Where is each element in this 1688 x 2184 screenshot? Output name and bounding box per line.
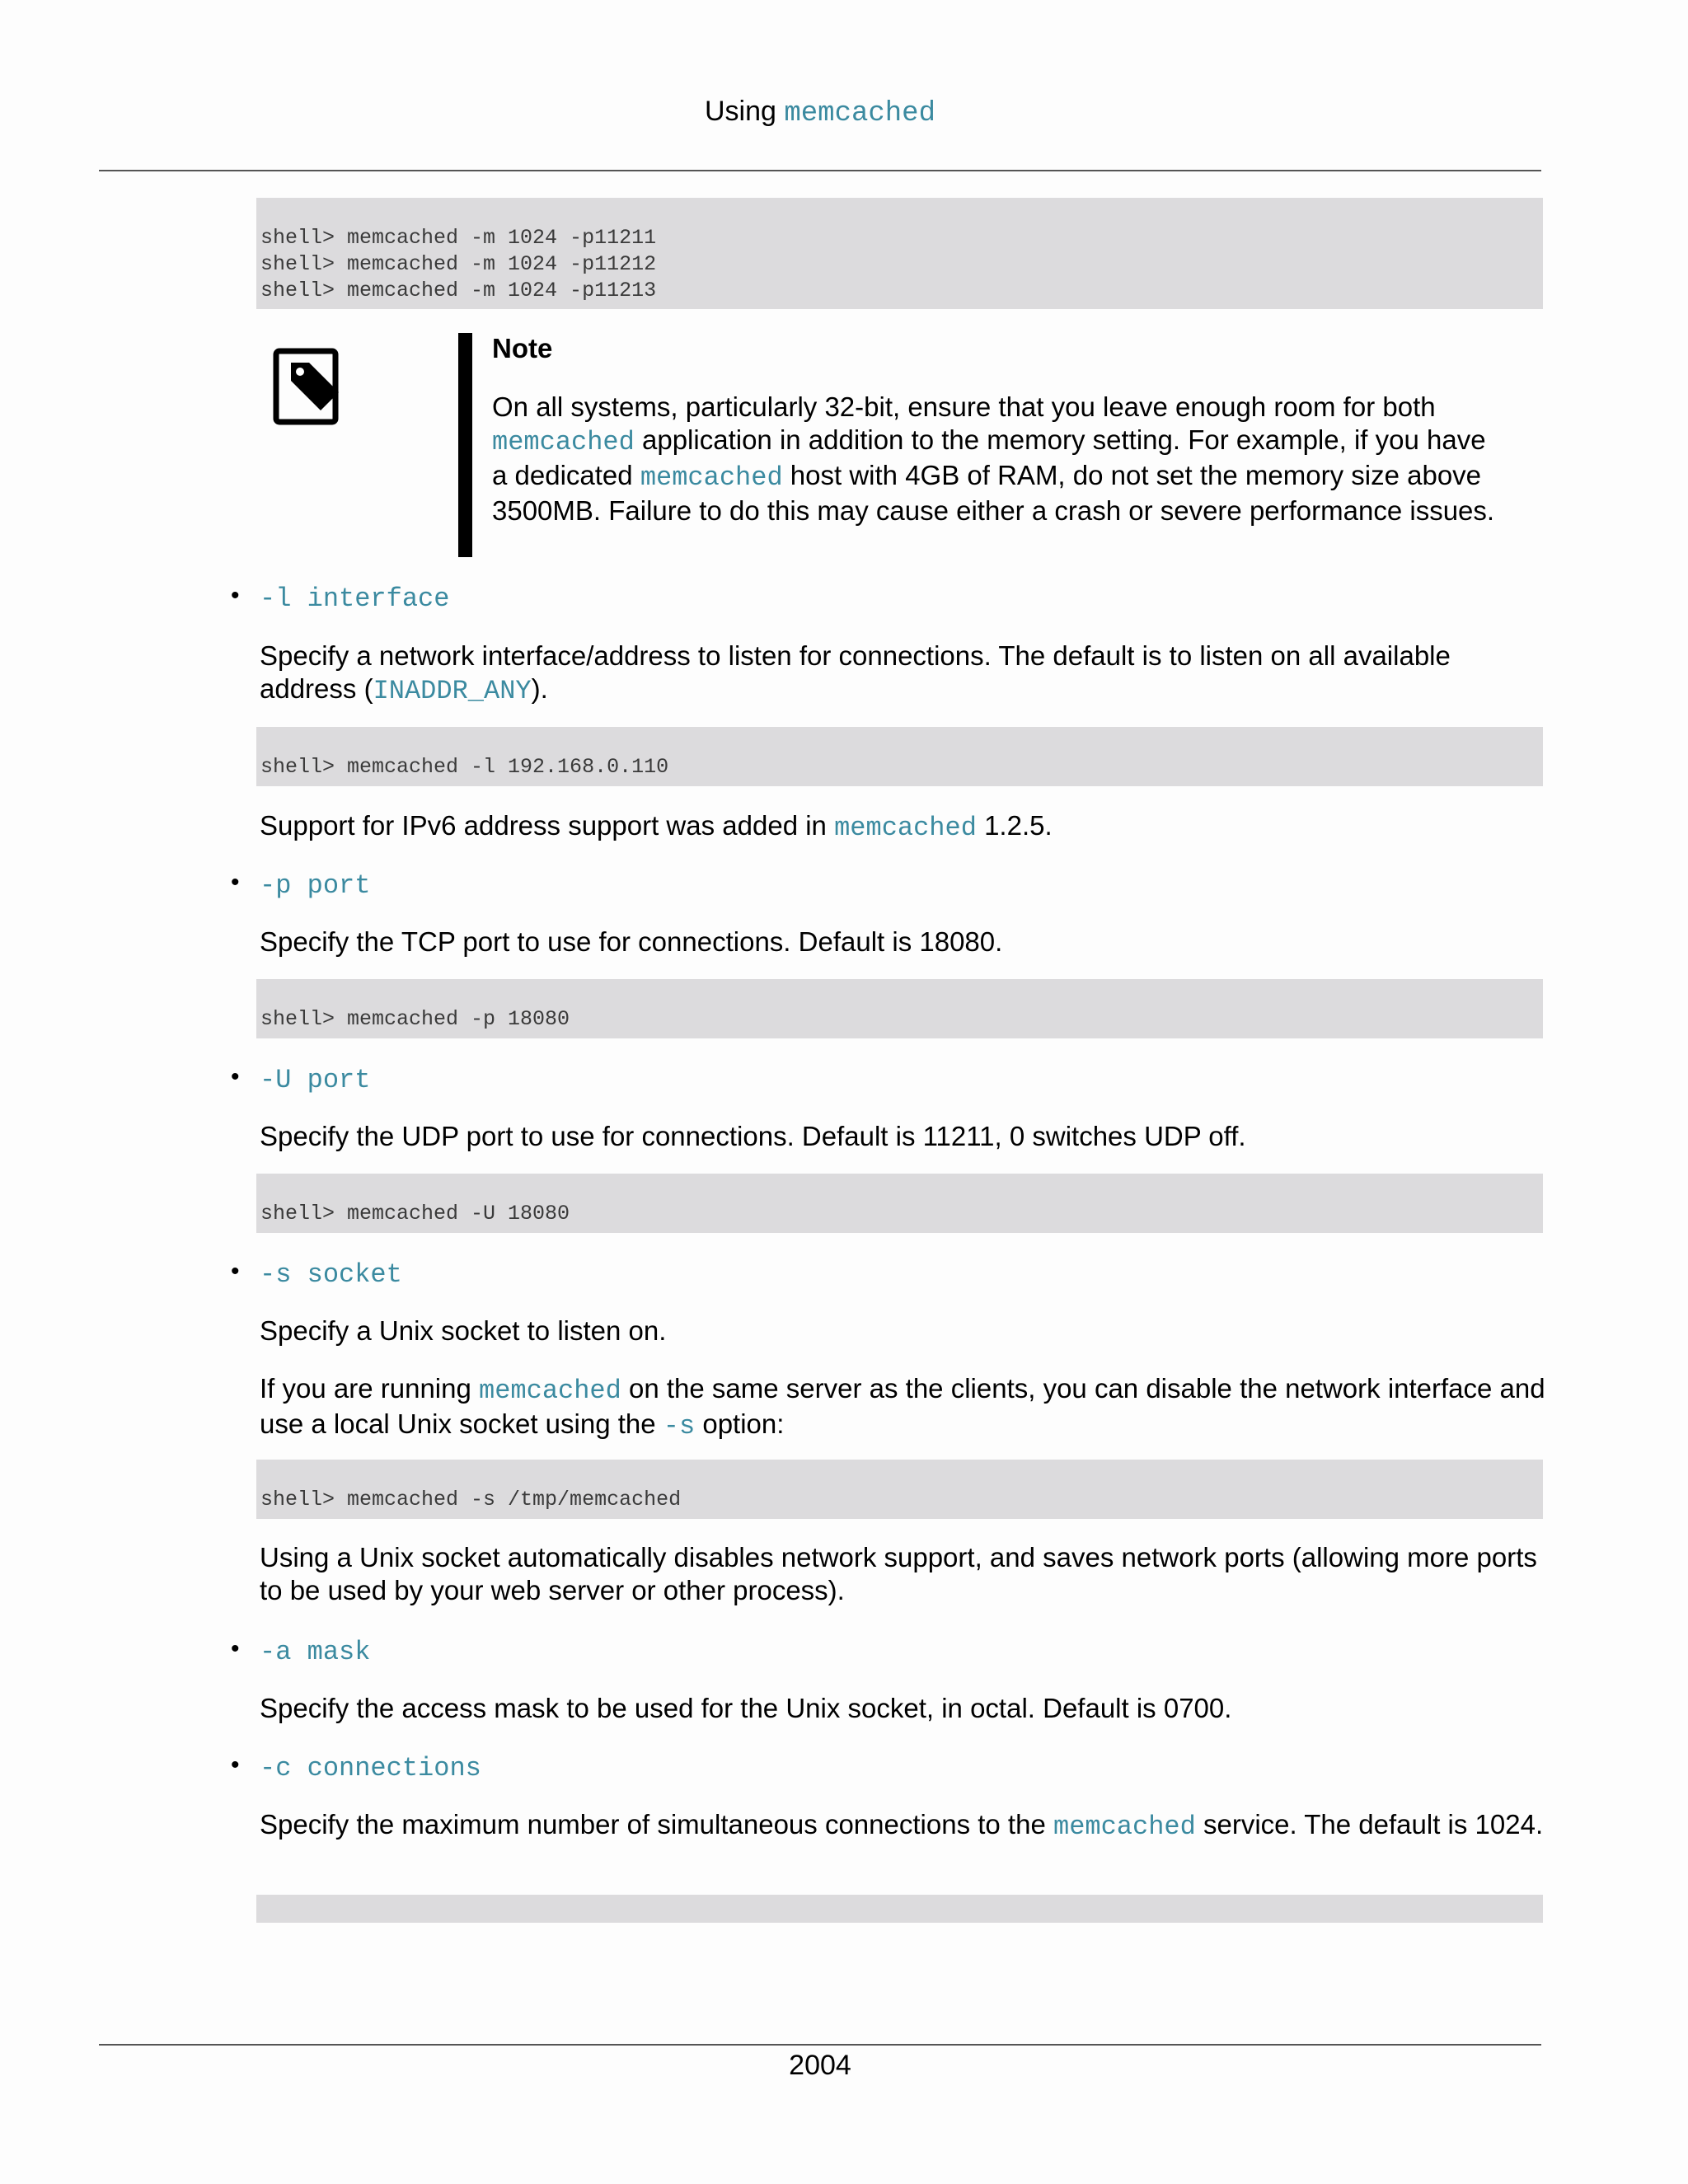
note-tag-icon bbox=[273, 348, 345, 427]
inline-code: memcached bbox=[1053, 1811, 1196, 1842]
header-code: memcached bbox=[784, 98, 935, 129]
page-number: 2004 bbox=[789, 2050, 851, 2081]
header-prefix: Using bbox=[704, 96, 785, 127]
code-line: shell> memcached -U 18080 bbox=[260, 1202, 570, 1226]
text: on the same server as the clients, you can disable the network interface and use a local Unix socket using the bbox=[260, 1373, 1545, 1439]
inline-code: -s bbox=[663, 1411, 696, 1441]
note-text: On all systems, particularly 32-bit, ensure that you leave enough room for both bbox=[492, 391, 1436, 422]
text: Specify a network interface/address to listen for connections. The default is to listen on all available address ( bbox=[260, 640, 1451, 704]
bullet: • bbox=[231, 582, 240, 609]
option-term-l: -l interface bbox=[260, 583, 450, 614]
text: 1.2.5. bbox=[976, 810, 1053, 841]
option-l-description bbox=[260, 640, 1545, 708]
code-line: shell> memcached -l 192.168.0.110 bbox=[260, 755, 669, 779]
bullet: • bbox=[231, 1063, 240, 1090]
inline-code: INADDR_ANY bbox=[373, 676, 532, 706]
code-line: shell> memcached -m 1024 -p11211 bbox=[260, 226, 657, 250]
option-a-description: Specify the access mask to be used for the Unix socket, in octal. Default is 0700. bbox=[260, 1693, 1232, 1723]
note-code: memcached bbox=[640, 462, 783, 493]
note-body bbox=[492, 391, 1506, 527]
code-line: shell> memcached -s /tmp/memcached bbox=[260, 1488, 682, 1511]
option-term-U: -U port bbox=[260, 1065, 371, 1095]
code-block-continued bbox=[256, 1895, 1543, 1923]
inline-code: memcached bbox=[479, 1376, 621, 1406]
note-code: memcached bbox=[492, 427, 635, 457]
option-term-p: -p port bbox=[260, 870, 371, 901]
option-s-description: Specify a Unix socket to listen on. bbox=[260, 1315, 667, 1346]
text: Support for IPv6 address support was added in bbox=[260, 810, 835, 841]
option-term-s: -s socket bbox=[260, 1259, 402, 1290]
code-block-port bbox=[256, 979, 1543, 1038]
code-block-udp bbox=[256, 1174, 1543, 1233]
option-term-c: -c connections bbox=[260, 1753, 481, 1783]
option-p-description: Specify the TCP port to use for connections. Default is 18080. bbox=[260, 926, 1003, 957]
code-block-socket bbox=[256, 1460, 1543, 1519]
inline-code: memcached bbox=[834, 813, 977, 843]
text: option: bbox=[695, 1408, 785, 1439]
bullet: • bbox=[231, 1635, 240, 1662]
bullet: • bbox=[231, 1751, 240, 1779]
text: ). bbox=[531, 673, 548, 704]
text: Specify the maximum number of simultaneous connections to the bbox=[260, 1809, 1053, 1840]
option-l-ipv6-note bbox=[260, 809, 1545, 845]
code-block-multi-instance bbox=[256, 198, 1543, 309]
bullet: • bbox=[231, 1258, 240, 1285]
option-s-usage bbox=[260, 1372, 1545, 1443]
text: service. The default is 1024. bbox=[1195, 1809, 1544, 1840]
option-c-description bbox=[260, 1808, 1545, 1844]
note-text: application in addition to the memory setting. For example, if you have a dedicated bbox=[492, 424, 1486, 490]
bullet: • bbox=[231, 869, 240, 896]
code-line: shell> memcached -p 18080 bbox=[260, 1007, 570, 1031]
option-U-description: Specify the UDP port to use for connections. Default is 11211, 0 switches UDP off. bbox=[260, 1121, 1246, 1151]
option-s-note: Using a Unix socket automatically disables network support, and saves network ports (allowing more ports to be used by your web server or other process). bbox=[260, 1542, 1537, 1605]
text: If you are running bbox=[260, 1373, 479, 1404]
note-title: Note bbox=[492, 333, 553, 363]
header-rule bbox=[99, 170, 1541, 171]
code-line: shell> memcached -m 1024 -p11212 bbox=[260, 252, 657, 276]
note-bar bbox=[458, 333, 472, 557]
page-header bbox=[0, 96, 1640, 129]
code-line: shell> memcached -m 1024 -p11213 bbox=[260, 279, 657, 302]
code-block-listen bbox=[256, 727, 1543, 786]
option-term-a: -a mask bbox=[260, 1637, 371, 1667]
note-text: host with 4GB of RAM, do not set the memory size above 3500MB. Failure to do this may cause either a crash or severe performance issues. bbox=[492, 460, 1495, 526]
footer-rule bbox=[99, 2044, 1541, 2046]
